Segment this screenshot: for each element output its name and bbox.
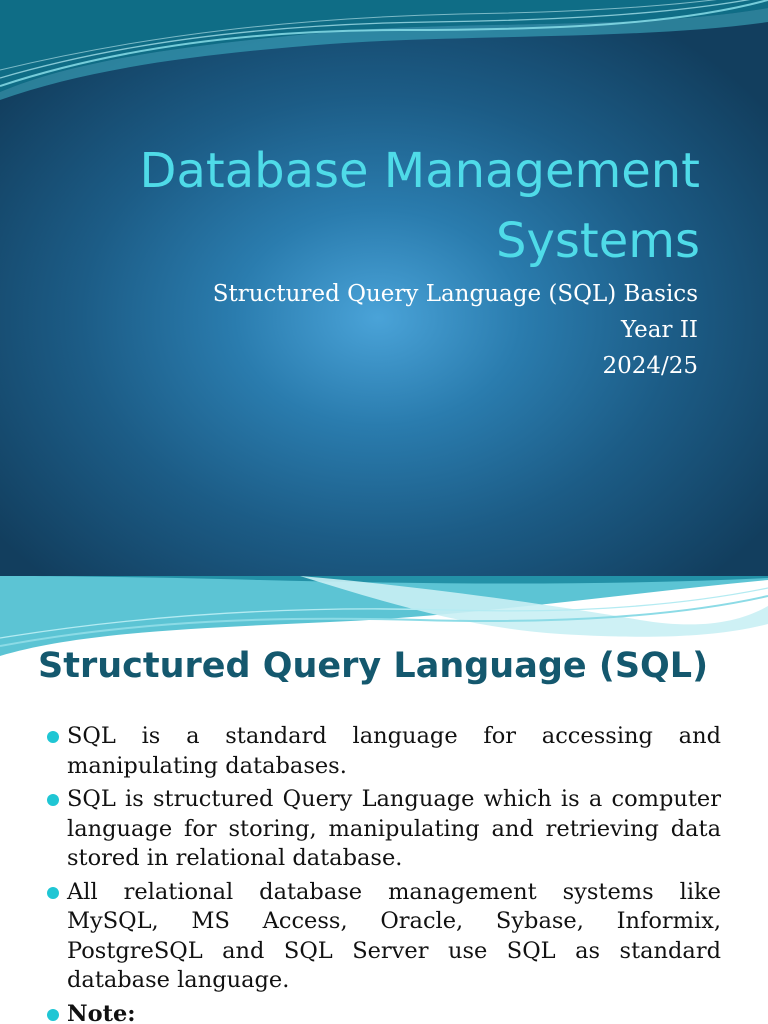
bullet-text: Note: — [67, 1000, 136, 1024]
bullet-list — [44, 722, 721, 1024]
bullet-item — [44, 878, 721, 996]
slide-heading: Structured Query Language (SQL) — [38, 646, 709, 686]
bullet-item — [44, 785, 721, 874]
slide-title: Database Management Systems — [139, 143, 700, 269]
subtitle-line-year: Year II — [621, 317, 698, 343]
content-slide — [0, 576, 768, 1024]
subtitle-line-session: 2024/25 — [602, 353, 698, 379]
top-wave-decoration — [0, 0, 768, 100]
bullet-text: All relational database management systems like MySQL, MS Access, Oracle, Sybase, Informix, PostgreSQL and SQL Server use SQL as standard database language. — [67, 878, 721, 993]
bullet-dot-icon — [47, 794, 59, 806]
slide-subtitle — [58, 276, 698, 384]
bullet-text: SQL is structured Query Language which is a computer language for storing, manipulating and retrieving data stored in relational database. — [67, 786, 721, 871]
bullet-dot-icon — [47, 887, 59, 899]
bullet-item — [44, 722, 721, 781]
bullet-dot-icon — [47, 731, 59, 743]
bullet-item-note — [44, 1000, 721, 1024]
subtitle-line-course: Structured Query Language (SQL) Basics — [212, 281, 698, 307]
bullet-dot-icon — [47, 1009, 59, 1021]
bullet-text: SQL is a standard language for accessing and manipulating databases. — [67, 723, 721, 779]
